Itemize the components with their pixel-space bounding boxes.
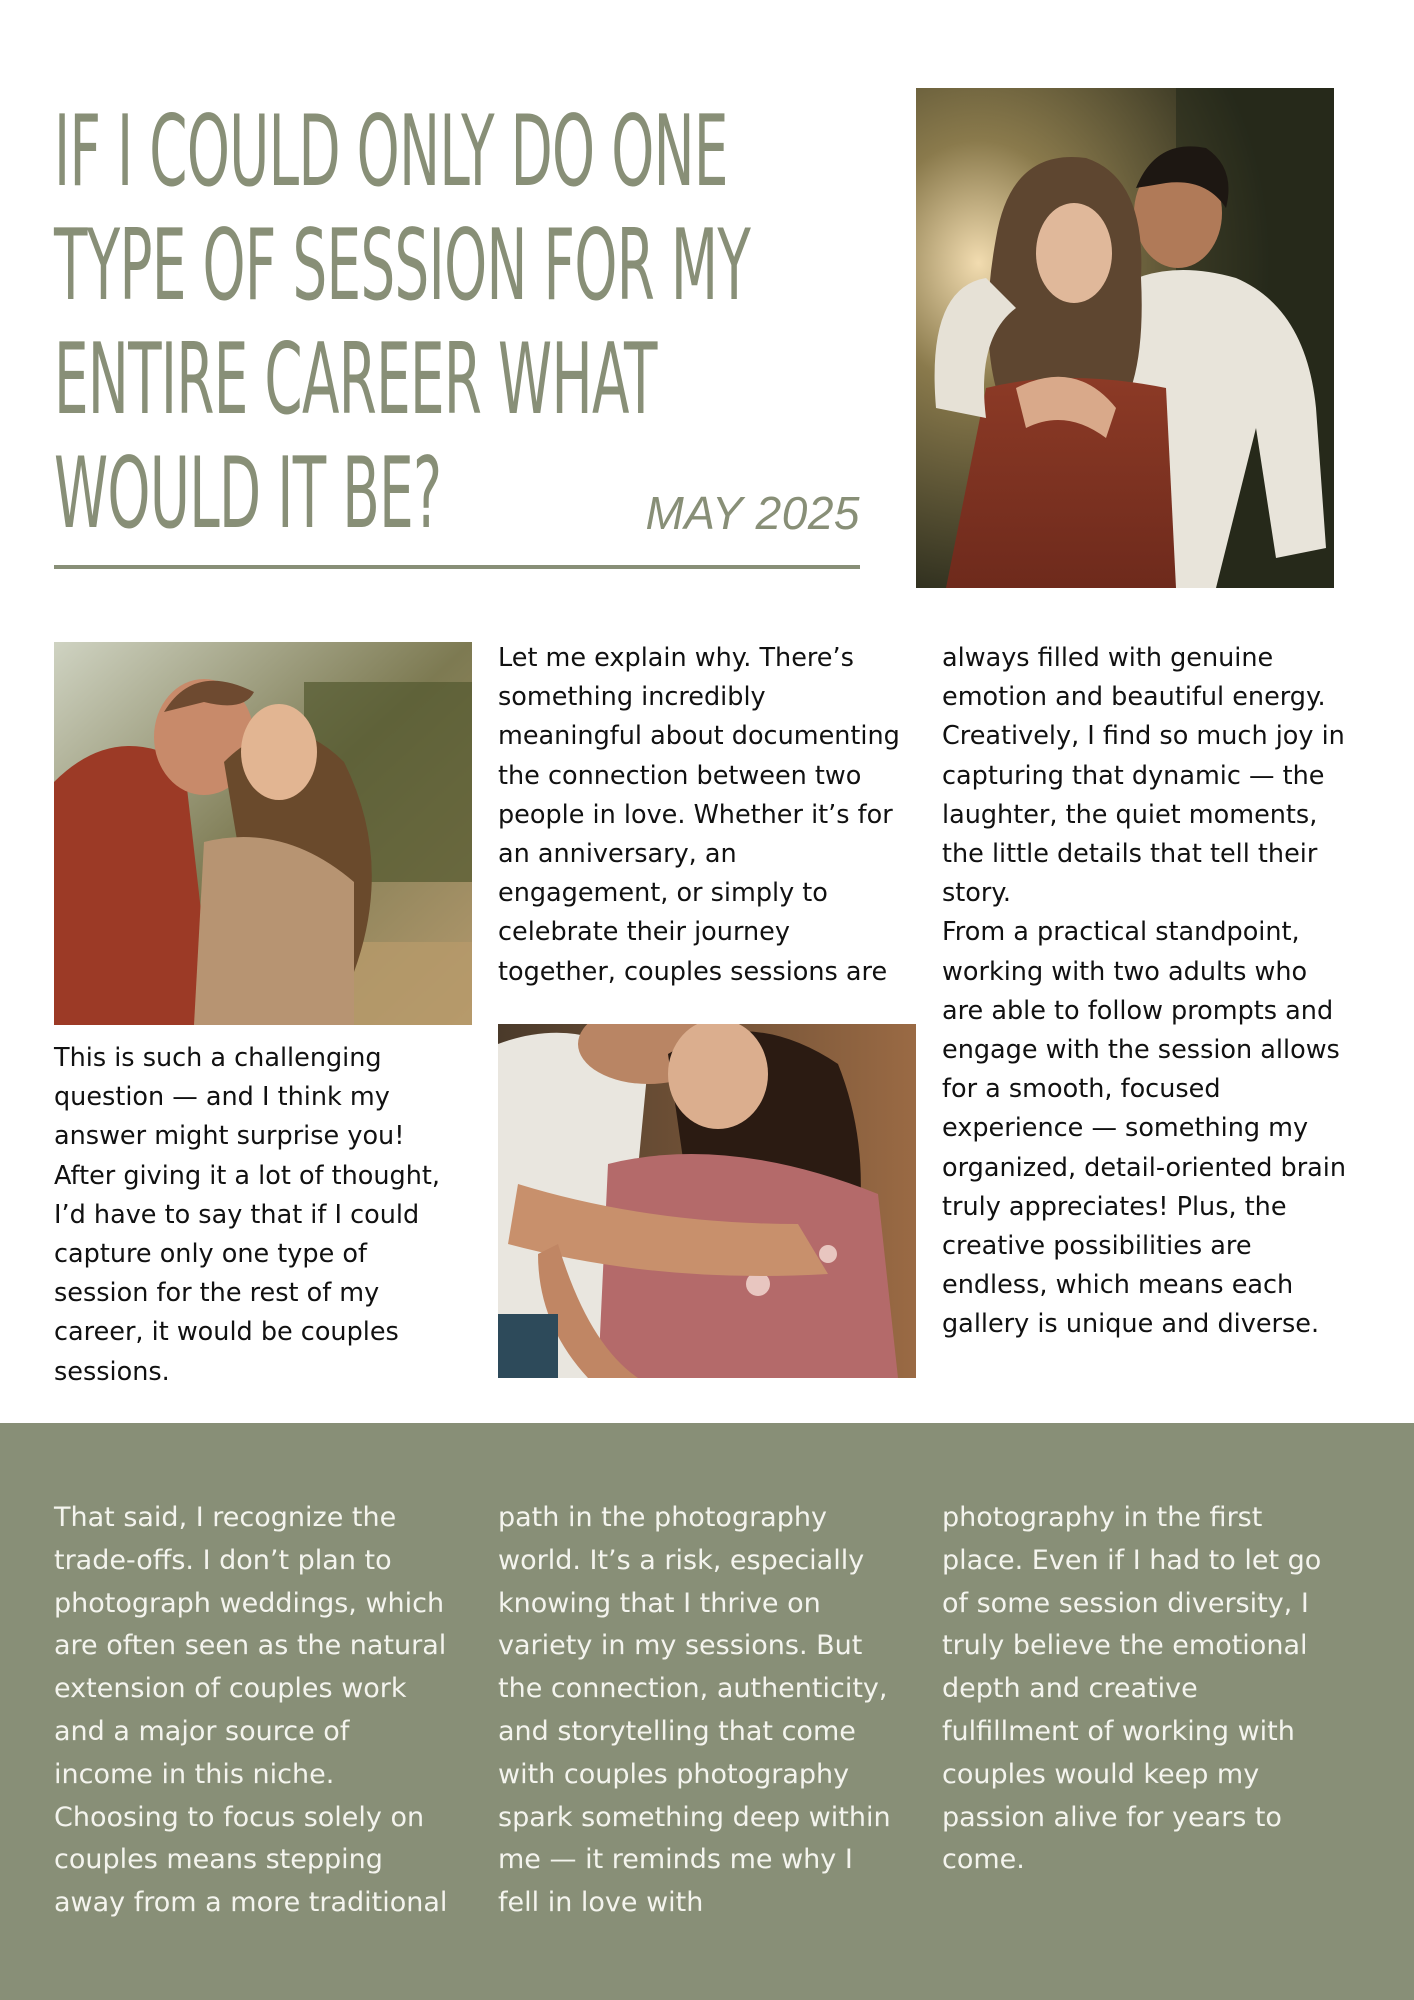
- headline: [54, 95, 879, 551]
- body-line: This is such a challenging: [54, 1043, 382, 1073]
- band-column-2: [498, 1497, 891, 1925]
- body-line: Let me explain why. There’s: [498, 643, 854, 673]
- band-line: That said, I recognize the: [54, 1502, 397, 1533]
- band-line: couples means stepping: [54, 1844, 383, 1876]
- body-line: engage with the session allows: [942, 1035, 1340, 1066]
- body-line: gallery is unique and diverse.: [942, 1309, 1320, 1340]
- body-line: something incredibly: [498, 682, 766, 713]
- band-line: variety in my sessions. But: [498, 1630, 863, 1662]
- body-line: engagement, or simply to: [498, 878, 828, 909]
- body-column-2: [498, 639, 918, 992]
- band-line: the connection, authenticity,: [498, 1673, 888, 1705]
- band-line: place. Even if I had to let go: [942, 1544, 1322, 1576]
- band-line: fulfillment of working with: [942, 1715, 1295, 1747]
- title-divider: [54, 565, 860, 569]
- band-line: photograph weddings, which: [54, 1587, 445, 1619]
- band-line: with couples photography: [498, 1758, 850, 1790]
- body-line: truly appreciates! Plus, the: [942, 1191, 1287, 1222]
- band-line: truly believe the emotional: [942, 1630, 1308, 1662]
- body-line: endless, which means each: [942, 1270, 1294, 1301]
- body-line: Creatively, I find so much joy in: [942, 721, 1345, 752]
- band-line: and storytelling that come: [498, 1715, 856, 1747]
- band-line: photography in the first: [942, 1502, 1263, 1533]
- body-line: creative possibilities are: [942, 1231, 1252, 1262]
- band-line: world. It’s a risk, especially: [498, 1544, 865, 1576]
- body-line: After giving it a lot of thought,: [54, 1160, 441, 1191]
- band-line: away from a more traditional: [54, 1887, 448, 1919]
- body-line: for a smooth, focused: [942, 1074, 1221, 1105]
- body-line: capture only one type of: [54, 1239, 367, 1270]
- body-line: meaningful about documenting: [498, 721, 900, 752]
- body-line: I’d have to say that if I could: [54, 1199, 420, 1230]
- band-line: Choosing to focus solely on: [54, 1801, 425, 1833]
- headline-line: WOULD IT BE?: [54, 437, 442, 551]
- couple-kiss-photo: [54, 642, 472, 1025]
- body-line: story.: [942, 878, 1011, 909]
- band-line: of some session diversity, I: [942, 1587, 1309, 1619]
- body-line: always filled with genuine: [942, 643, 1274, 673]
- body-line: session for the rest of my: [54, 1278, 380, 1309]
- band-line: me — it reminds me why I: [498, 1844, 853, 1876]
- headline-line: IF I COULD ONLY DO ONE: [54, 95, 728, 209]
- body-line: experience — something my: [942, 1113, 1309, 1144]
- body-line: the little details that tell their: [942, 839, 1318, 870]
- band-line: fell in love with: [498, 1887, 704, 1919]
- couple-embrace-photo: [498, 1024, 916, 1378]
- band-line: spark something deep within: [498, 1801, 891, 1833]
- body-line: people in love. Whether it’s for: [498, 799, 893, 830]
- body-line: laughter, the quiet moments,: [942, 799, 1318, 830]
- body-line: sessions.: [54, 1356, 170, 1387]
- body-column-3: [942, 639, 1382, 1345]
- body-line: From a practical standpoint,: [942, 917, 1300, 948]
- hero-couple-photo: [916, 88, 1334, 588]
- headline-line: TYPE OF SESSION FOR MY: [54, 209, 751, 323]
- headline-block: [54, 95, 854, 551]
- band-line: couples would keep my: [942, 1758, 1260, 1790]
- band-line: and a major source of: [54, 1715, 350, 1747]
- body-line: answer might surprise you!: [54, 1121, 405, 1152]
- body-line: celebrate their journey: [498, 917, 790, 948]
- body-line: an anniversary, an: [498, 839, 737, 870]
- band-line: are often seen as the natural: [54, 1630, 447, 1662]
- body-line: together, couples sessions are: [498, 956, 888, 987]
- body-line: organized, detail-oriented brain: [942, 1152, 1347, 1183]
- body-line: working with two adults who: [942, 956, 1308, 987]
- body-line: question — and I think my: [54, 1082, 390, 1113]
- band-line: income in this niche.: [54, 1758, 335, 1790]
- band-line: passion alive for years to: [942, 1801, 1282, 1833]
- band-line: path in the photography: [498, 1502, 827, 1533]
- body-column-1: [54, 1039, 474, 1392]
- headline-line: ENTIRE CAREER WHAT: [54, 323, 657, 437]
- band-line: trade-offs. I don’t plan to: [54, 1544, 392, 1576]
- body-line: are able to follow prompts and: [942, 995, 1334, 1026]
- body-line: the connection between two: [498, 760, 862, 791]
- band-line: come.: [942, 1844, 1025, 1876]
- body-line: emotion and beautiful energy.: [942, 682, 1326, 713]
- body-line: career, it would be couples: [54, 1317, 399, 1348]
- issue-date: MAY 2025: [645, 487, 860, 539]
- body-line: capturing that dynamic — the: [942, 760, 1325, 791]
- band-line: depth and creative: [942, 1673, 1198, 1705]
- band-column-1: [54, 1497, 447, 1925]
- band-line: extension of couples work: [54, 1673, 407, 1705]
- band-line: knowing that I thrive on: [498, 1587, 821, 1619]
- band-column-3: [942, 1497, 1321, 1882]
